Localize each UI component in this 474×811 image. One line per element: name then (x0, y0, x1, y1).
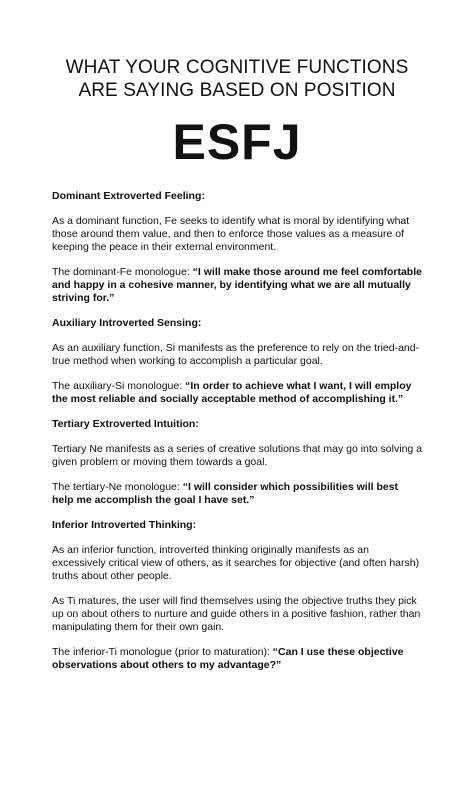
title-line-1: WHAT YOUR COGNITIVE FUNCTIONS (65, 57, 409, 78)
document-page (0, 56, 474, 811)
section-inferior (52, 519, 422, 672)
paragraph (52, 443, 422, 469)
paragraph (52, 544, 422, 583)
personality-type-title: ESFJ (172, 114, 302, 170)
section-heading: Inferior Introverted Thinking: (52, 519, 197, 531)
paragraph-text: The inferior-Ti monologue (prior to maturation): (52, 646, 273, 658)
monologue-quote: “I will consider which possibilities will best help me accomplish the goal I have set.” (52, 481, 399, 506)
monologue-quote: “I will make those around me feel comfortable and happy in a cohesive manner, by identifying what we are all mutually striving for.” (52, 266, 422, 304)
section-tertiary (52, 418, 422, 507)
paragraph-text: The tertiary-Ne monologue: (52, 481, 183, 493)
paragraph-text: As an inferior function, introverted thinking originally manifests as an excessively critical view of others, as it searches for objective (and often harsh) truths about other people. (52, 544, 420, 582)
paragraph (52, 342, 422, 368)
paragraph-text: As a dominant function, Fe seeks to identify what is moral by identifying what those around them value, and then to enforce those values as a measure of keeping the peace in their external environment. (52, 215, 410, 253)
section-dominant (52, 190, 422, 305)
paragraph (52, 215, 422, 254)
paragraph-text: The auxiliary-Si monologue: (52, 380, 186, 392)
paragraph-text: As Ti matures, the user will find themselves using the objective truths they pick up on about others to nurture and guide others in a positive fashion, rather than manipulating them for their own gain. (52, 595, 421, 633)
paragraph (52, 595, 422, 634)
page-title (52, 56, 422, 102)
monologue-paragraph (52, 481, 422, 507)
monologue-paragraph (52, 266, 422, 305)
section-heading: Tertiary Extroverted Intuition: (52, 418, 199, 430)
paragraph-text: The dominant-Fe monologue: (52, 266, 193, 278)
paragraph-text: As an auxiliary function, Si manifests as the preference to rely on the tried-and-true method when working to accomplish a particular goal. (52, 342, 420, 367)
paragraph-text: Tertiary Ne manifests as a series of creative solutions that may go into solving a given problem or moving them towards a goal. (52, 443, 423, 468)
section-auxiliary (52, 317, 422, 406)
monologue-quote: “Can I use these objective observations about others to my advantage?” (52, 646, 404, 671)
function-sections (52, 190, 422, 672)
section-heading: Auxiliary Introverted Sensing: (52, 317, 202, 329)
title-line-2: ARE SAYING BASED ON POSITION (78, 80, 396, 101)
monologue-quote: “In order to achieve what I want, I will employ the most reliable and socially acceptable method of accomplishing it.” (52, 380, 412, 405)
section-heading: Dominant Extroverted Feeling: (52, 190, 205, 202)
monologue-paragraph (52, 380, 422, 406)
monologue-paragraph (52, 646, 422, 672)
